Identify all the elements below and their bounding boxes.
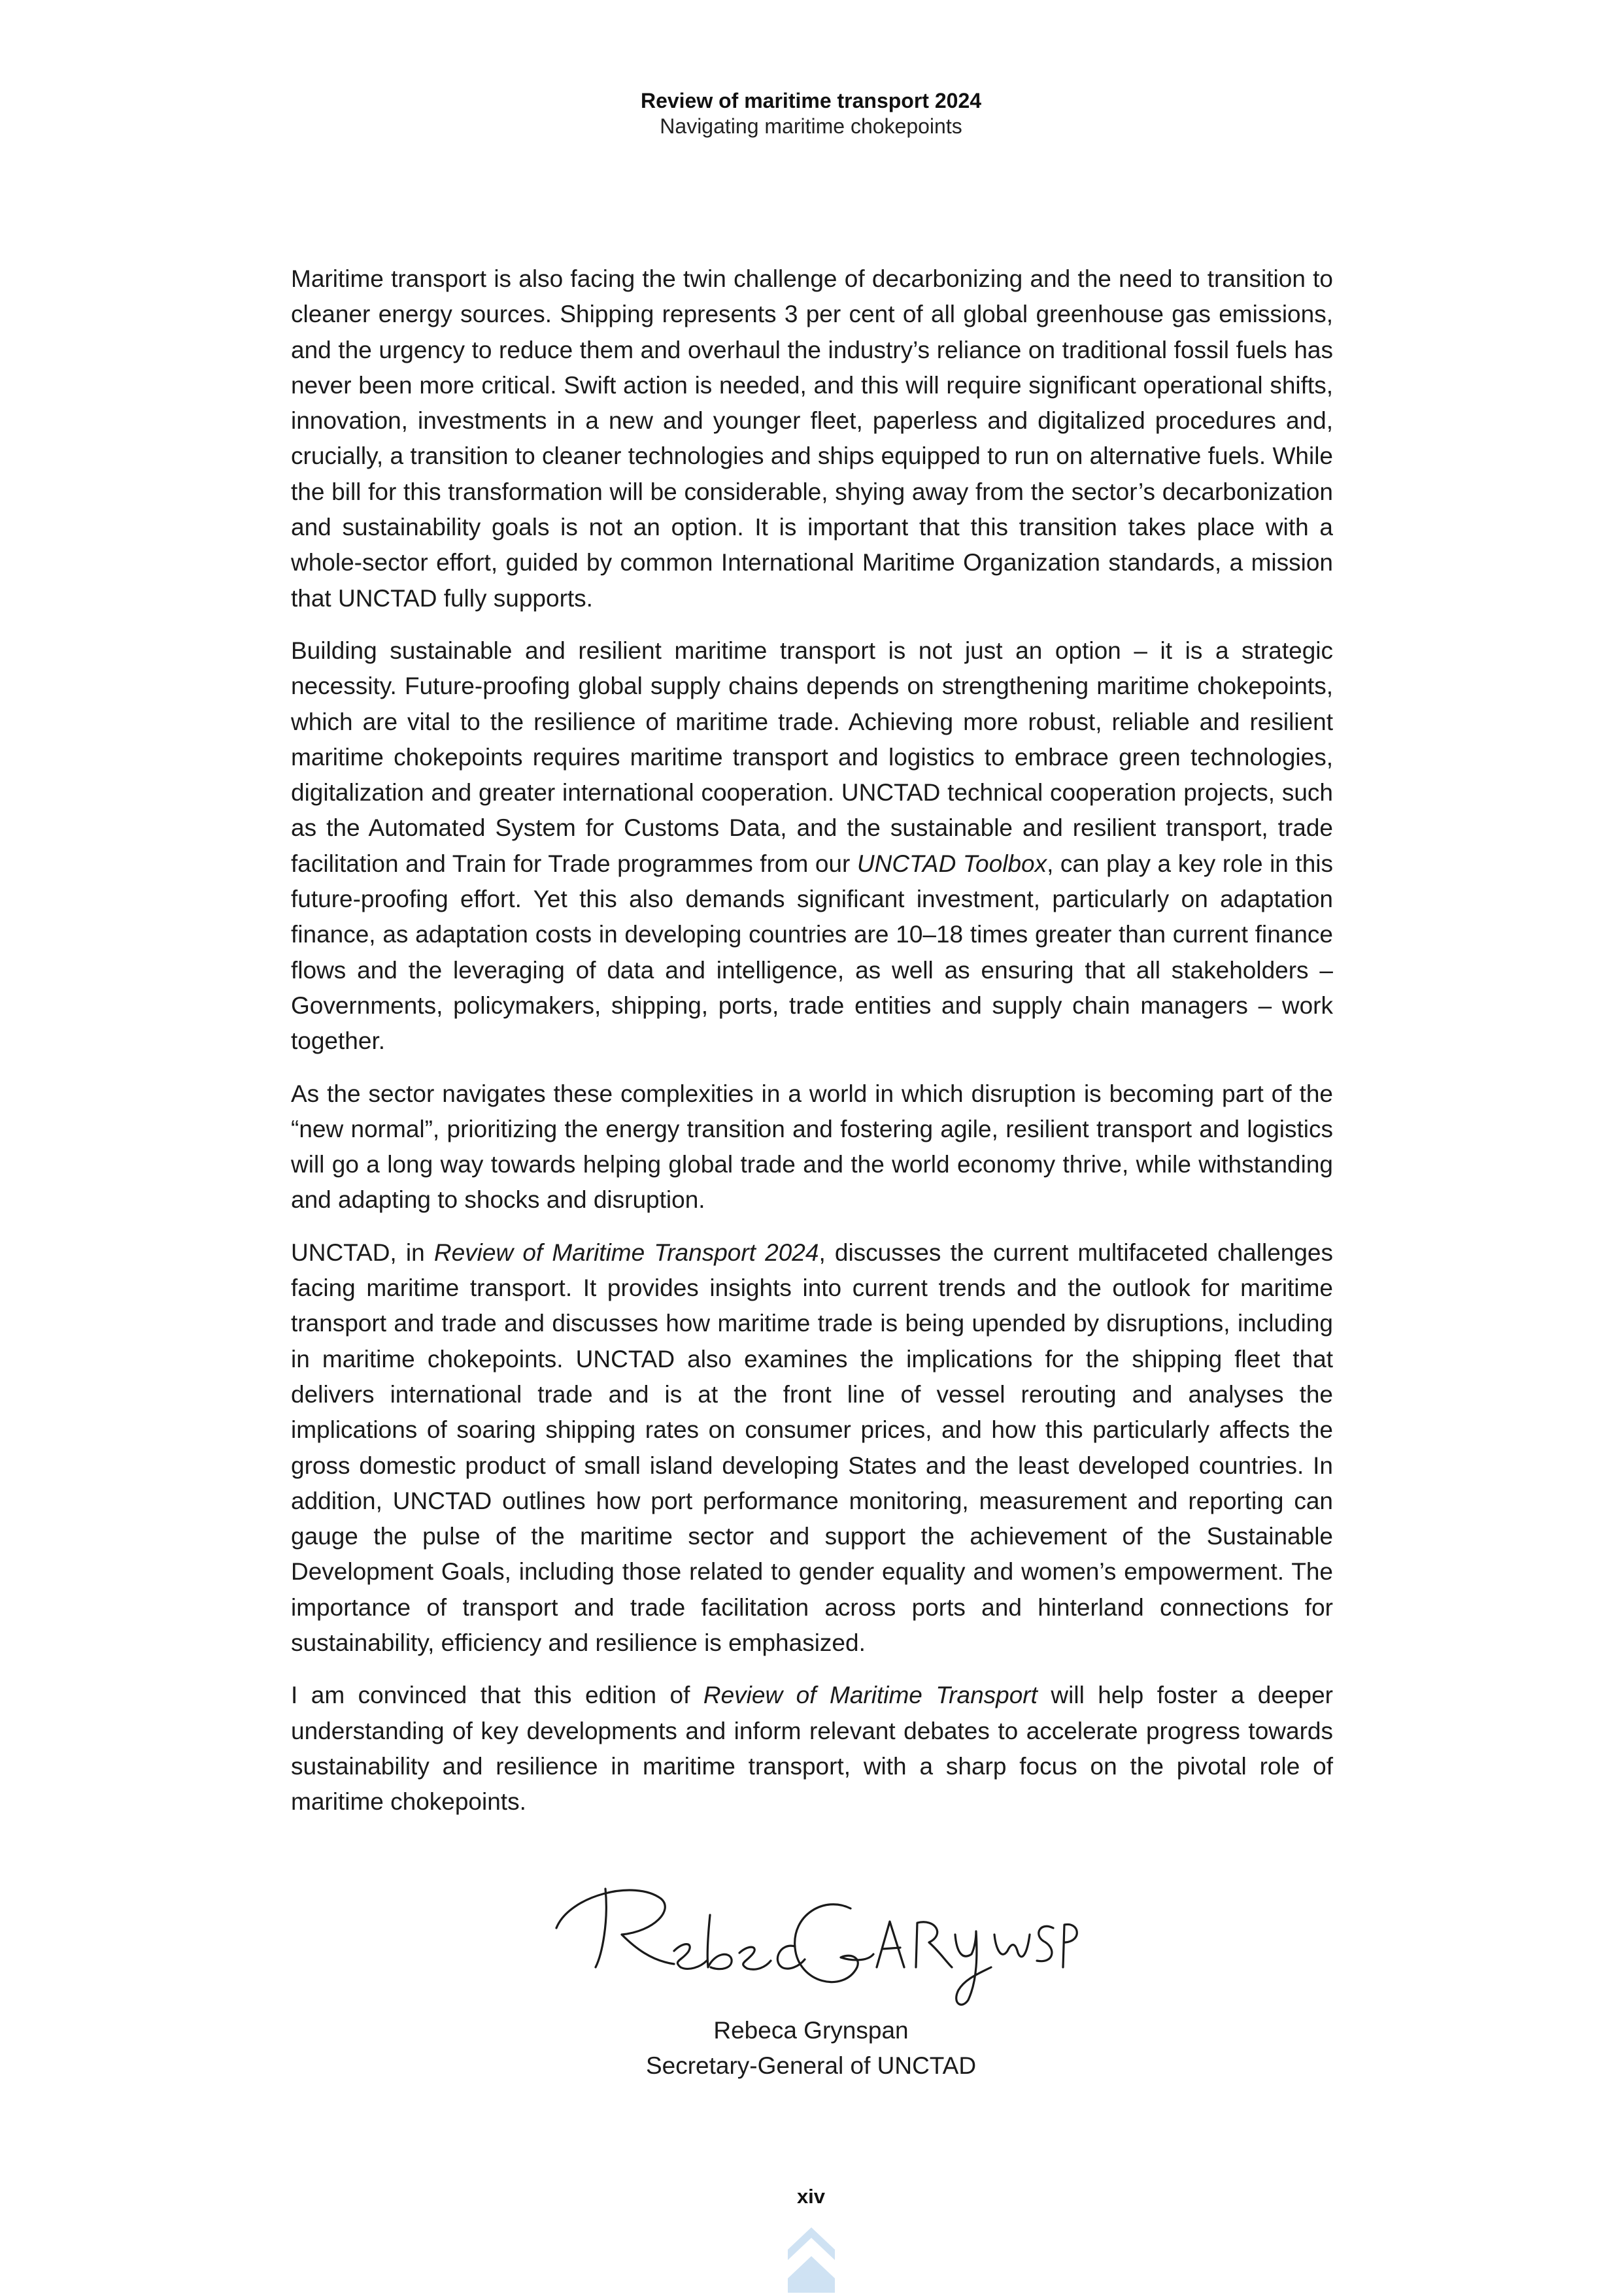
foreword-body xyxy=(291,261,1333,1835)
document-title: Review of maritime transport 2024 xyxy=(640,89,982,112)
paragraph-1-text: Maritime transport is also facing the twin challenge of decarbonizing and the need to transition to cleaner energy sources. Shipping represents 3 per cent of all global greenhouse gas emissions, and the urgency to reduce them and overhaul the industry’s reliance on traditional fossil fuels has never been more critical. Swift action is needed, and this will require significant operational shifts, innovation, investments in a new and younger fleet, paperless and digitalized procedures and, crucially, a transition to cleaner technologies and ships equipped to run on alternative fuels. While the bill for this transformation will be considerable, shying away from the sector’s decarbonization and sustainability goals is not an option. It is important that this transition takes place with a whole-sector effort, guided by common International Maritime Organization standards, a mission that UNCTAD fully supports. xyxy=(291,265,1333,612)
signature-block xyxy=(0,1869,1622,2084)
paragraph-3 xyxy=(291,1076,1333,1218)
paragraph-5-italic: Review of Maritime Transport xyxy=(703,1682,1038,1709)
paragraph-2-text-b: , can play a key role in this future-proofing effort. Yet this also demands significant investment, particularly on adaptation finance, as adaptation costs in developing countries are 10–18 times greater than current finance flows and the leveraging of data and intelligence, as well as ensuring that all stakeholders – Governments, policymakers, shipping, ports, trade entities and supply chain managers – work together. xyxy=(291,850,1333,1055)
paragraph-3-text: As the sector navigates these complexities in a world in which disruption is becoming part of the “new normal”, prioritizing the energy transition and fostering agile, resilient transport and logistics will go a long way towards helping global trade and the world economy thrive, while withstanding and adapting to shocks and disruption. xyxy=(291,1080,1333,1214)
paragraph-4 xyxy=(291,1235,1333,1661)
signatory-name: Rebeca Grynspan xyxy=(713,2017,909,2044)
paragraph-2 xyxy=(291,633,1333,1059)
handwritten-signature xyxy=(543,1869,1079,2013)
paragraph-4-italic: Review of Maritime Transport 2024 xyxy=(433,1239,819,1266)
paragraph-5 xyxy=(291,1678,1333,1820)
page-number: xiv xyxy=(796,2185,826,2208)
paragraph-4-text-a: UNCTAD, in xyxy=(291,1239,434,1266)
running-header xyxy=(0,88,1622,139)
paragraph-4-text-b: , discusses the current multifaceted challenges facing maritime transport. It provides insights into current trends and the outlook for maritime transport and trade and discusses how maritime trade is being upended by disruptions, including in maritime chokepoints. UNCTAD also examines the implications for the shipping fleet that delivers international trade and is at the front line of vessel rerouting and analyses the implications of soaring shipping rates on consumer prices, and how this particularly affects the gross domestic product of small island developing States and the least developed countries. In addition, UNCTAD outlines how port performance monitoring, measurement and reporting can gauge the pulse of the maritime sector and support the achievement of the Sustainable Development Goals, including those related to gender equality and women’s empowerment. The importance of transport and trade facilitation across ports and hinterland connections for sustainability, efficiency and resilience is emphasized. xyxy=(291,1239,1334,1656)
paragraph-2-text-a: Building sustainable and resilient maritime transport is not just an option – it is a strategic necessity. Future-proofing global supply chains depends on strengthening maritime chokepoints, which are vital to the resilience of maritime trade. Achieving more robust, reliable and resilient maritime chokepoints requires maritime transport and logistics to embrace green technologies, digitalization and greater international cooperation. UNCTAD technical cooperation projects, such as the Automated System for Customs Data, and the sustainable and resilient transport, trade facilitation and Train for Trade programmes from our xyxy=(291,637,1333,877)
paragraph-1 xyxy=(291,261,1333,616)
signatory-title: Secretary-General of UNCTAD xyxy=(645,2052,977,2079)
document-subtitle: Navigating maritime chokepoints xyxy=(660,114,962,138)
double-chevron-up-icon xyxy=(788,2227,835,2296)
paragraph-5-text-b: will help foster a deeper understanding of key developments and inform relevant debates to accelerate progress towards sustainability and resilience in maritime transport, with a sharp focus on the pivotal role of maritime chokepoints. xyxy=(291,1682,1333,1816)
paragraph-2-italic: UNCTAD Toolbox xyxy=(856,850,1047,877)
paragraph-5-text-a: I am convinced that this edition of xyxy=(291,1682,703,1709)
double-chevron-up-shape xyxy=(788,2227,835,2293)
